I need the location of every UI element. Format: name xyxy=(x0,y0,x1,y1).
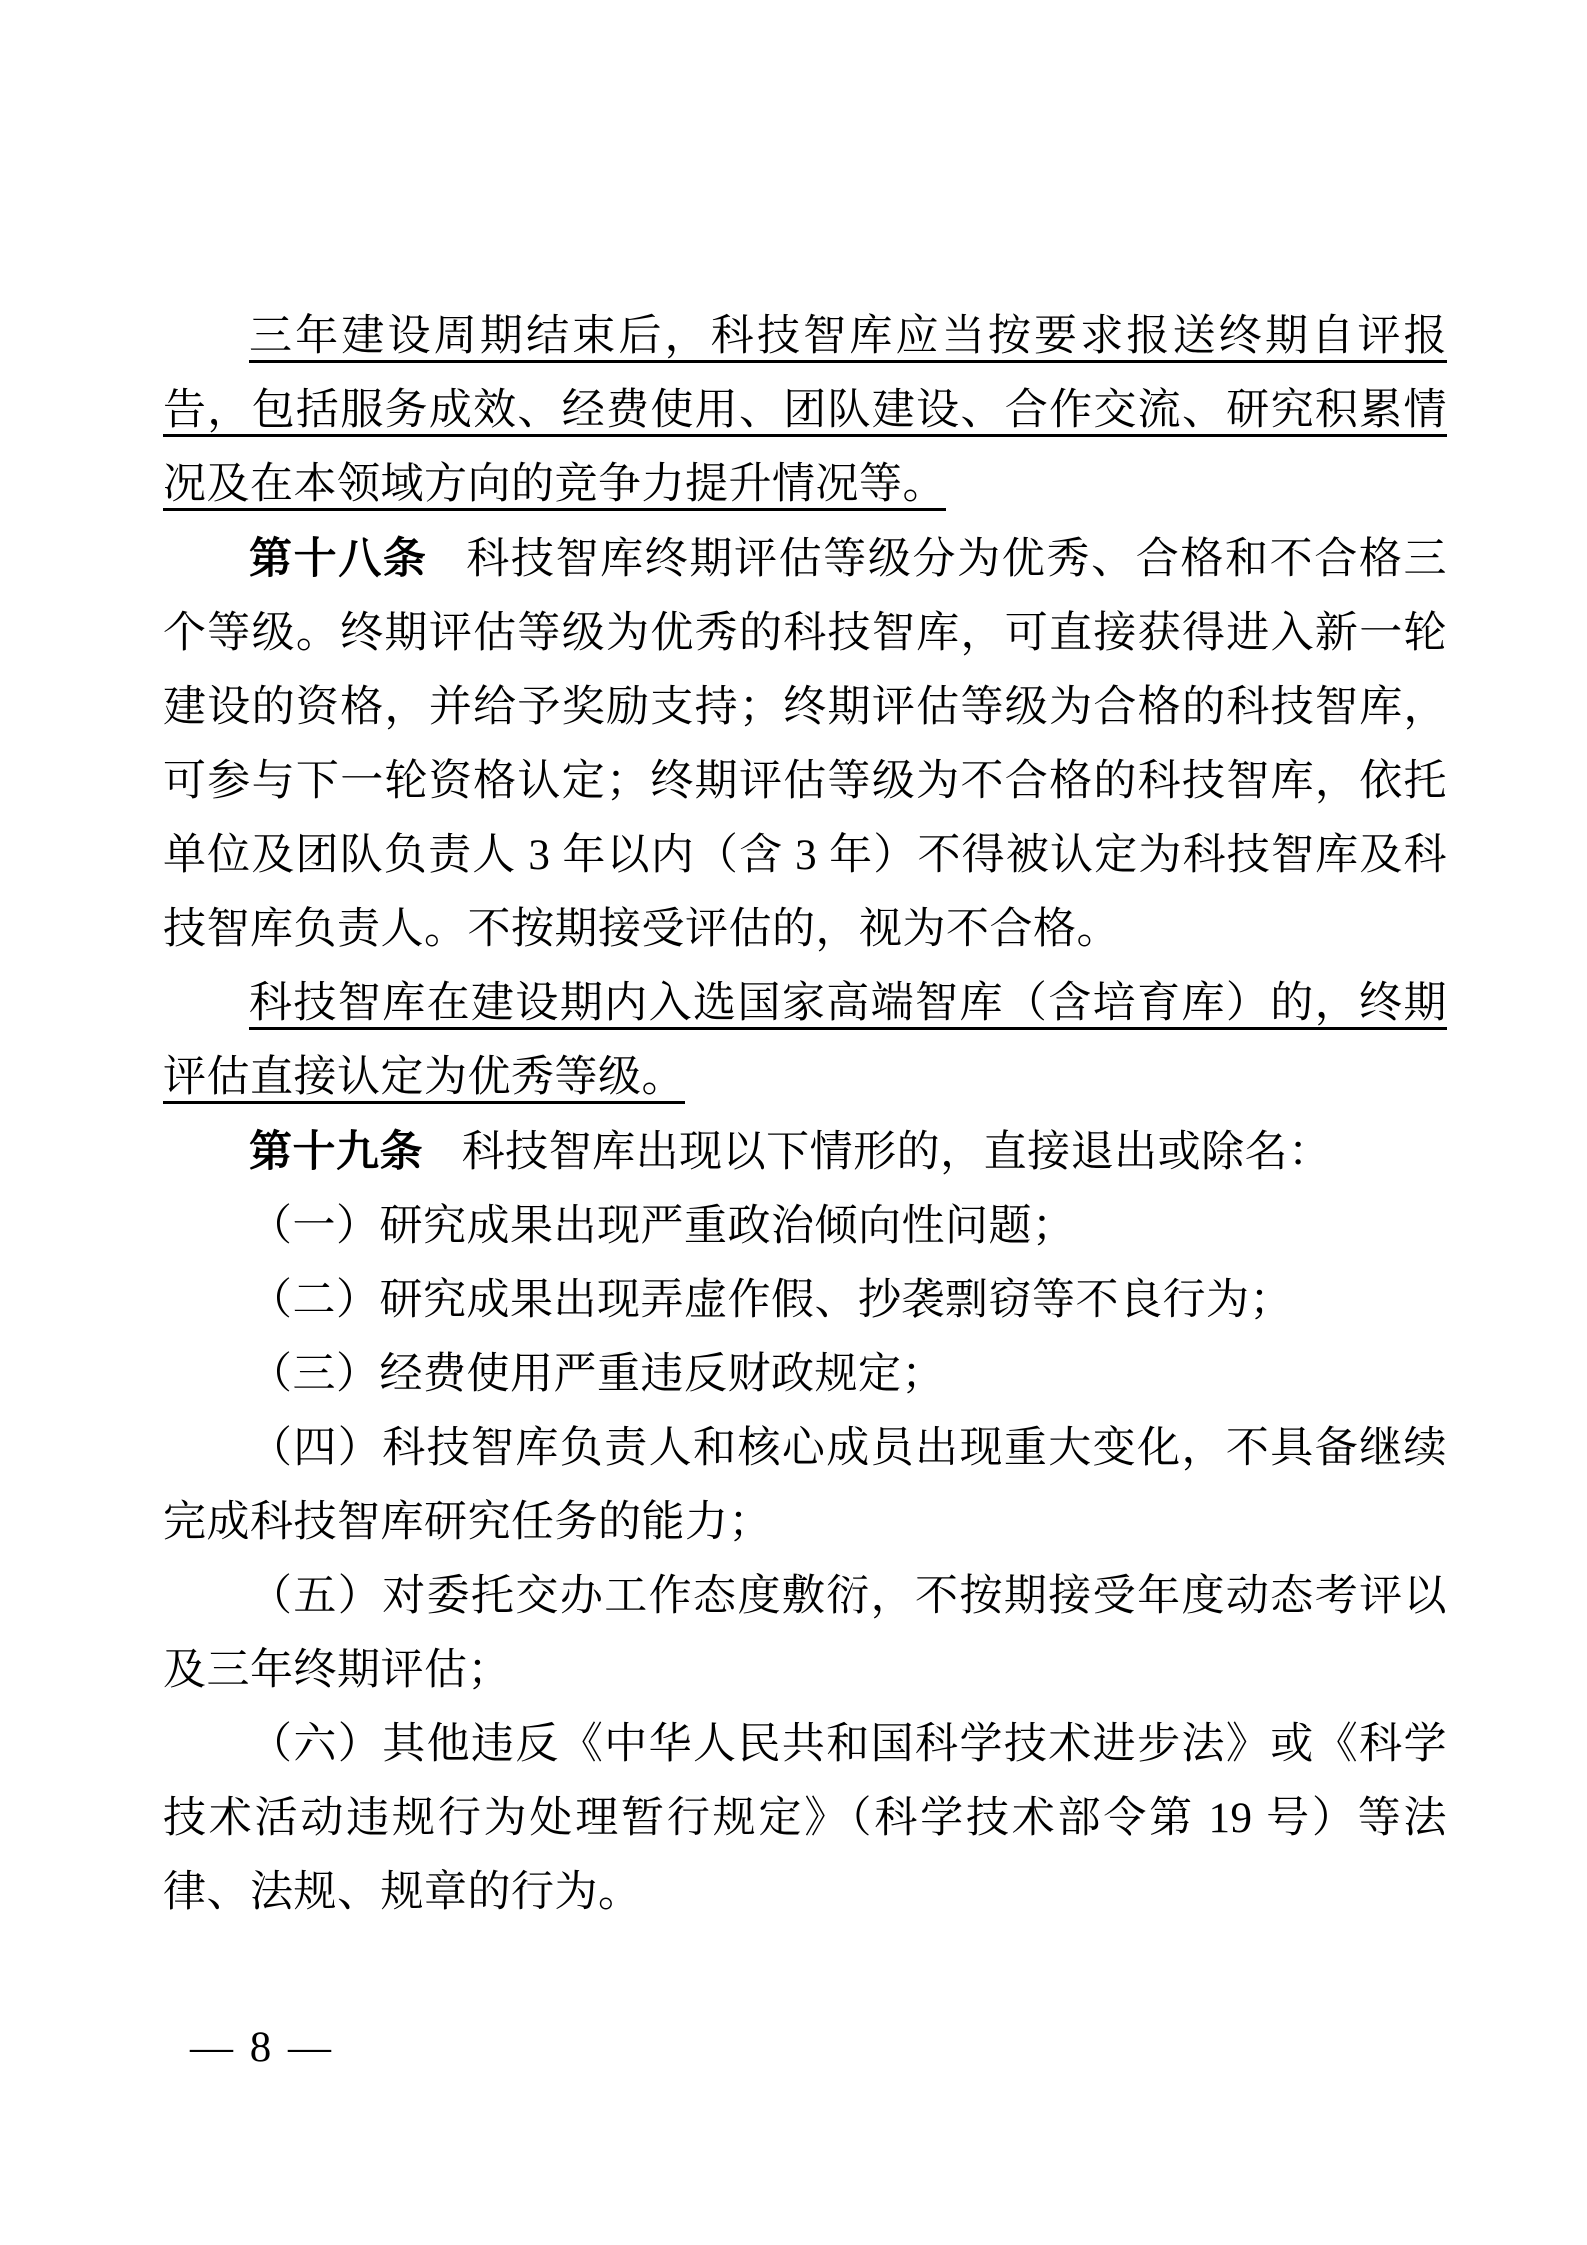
article-18-heading: 第十八条 xyxy=(249,535,428,583)
paragraph-national-high-end-think-tank: 科技智库在建设期内入选国家高端智库（含培育库）的，终期评估直接认定为优秀等级。 xyxy=(163,980,1447,1101)
list-item-4: （四）科技智库负责人和核心成员出现重大变化，不具备继续完成科技智库研究任务的能力； xyxy=(163,1425,1447,1546)
list-item-1: （一）研究成果出现严重政治倾向性问题； xyxy=(249,1203,1076,1250)
article-19 xyxy=(163,1115,1447,1190)
page-number: — 8 — xyxy=(190,2024,334,2071)
list-item-2: （二）研究成果出现弄虚作假、抄袭剽窃等不良行为； xyxy=(249,1277,1293,1324)
list-item-5: （五）对委托交办工作态度敷衍，不按期接受年度动态考评以及三年终期评估； xyxy=(163,1573,1447,1694)
list-item-6: （六）其他违反《中华人民共和国科学技术进步法》或《科学技术活动违规行为处理暂行规定》（科学技术部令第 19 号）等法律、法规、规章的行为。 xyxy=(163,1721,1447,1916)
document-body xyxy=(163,300,1447,1930)
article-18-text: 科技智库终期评估等级分为优秀、合格和不合格三个等级。终期评估等级为优秀的科技智库，可直接获得进入新一轮建设的资格，并给予奖励支持；终期评估等级为合格的科技智库，可参与下一轮资格认定；终期评估等级为不合格的科技智库，依托单位及团队负责人 3 年以内（含 3 年）不得被认定为科技智库及科技智库负责人。不按期接受评估的，视为不合格。 xyxy=(163,536,1448,953)
list-item-3: （三）经费使用严重违反财政规定； xyxy=(249,1351,945,1398)
article-19-heading: 第十九条 xyxy=(249,1128,423,1176)
article-19-text: 科技智库出现以下情形的，直接退出或除名： xyxy=(461,1129,1332,1176)
page-footer xyxy=(190,2022,334,2074)
paragraph-terminal-self-evaluation: 三年建设周期结束后，科技智库应当按要求报送终期自评报告，包括服务成效、经费使用、团队建设、合作交流、研究积累情况及在本领域方向的竞争力提升情况等。 xyxy=(163,313,1447,508)
article-18 xyxy=(163,522,1447,967)
